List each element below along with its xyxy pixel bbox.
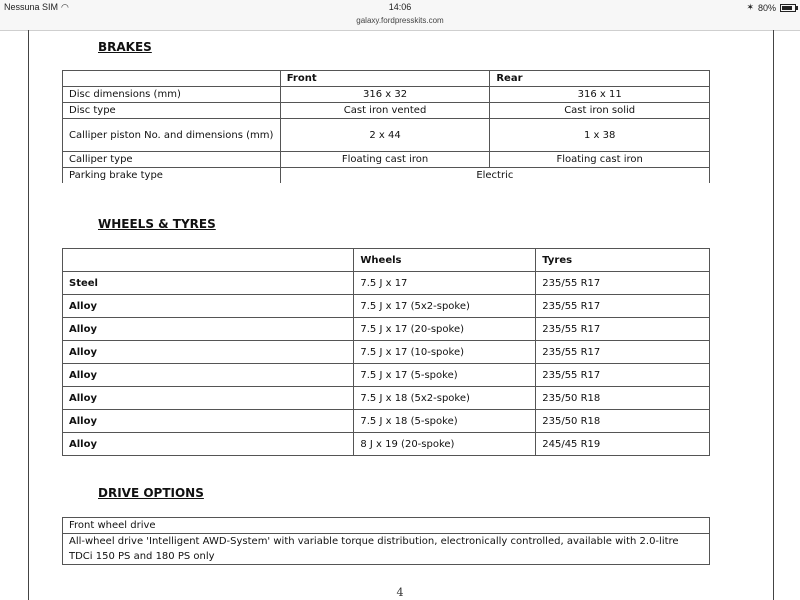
wheel-size: 7.5 J x 18 (5x2-spoke) — [354, 387, 536, 410]
rear-value: Floating cast iron — [490, 152, 710, 168]
table-row — [63, 410, 710, 433]
brakes-header-front: Front — [280, 71, 490, 87]
tyre-size: 245/45 R19 — [536, 433, 710, 456]
table-row — [63, 341, 710, 364]
wheel-type: Alloy — [63, 433, 354, 456]
rear-value: 316 x 11 — [490, 87, 710, 103]
wheel-type: Alloy — [63, 387, 354, 410]
table-row — [63, 534, 710, 565]
wheel-size: 7.5 J x 17 (20-spoke) — [354, 318, 536, 341]
drive-option: All-wheel drive 'Intelligent AWD-System' with variable torque distribution, electronically controlled, available with 2.0-litre TDCi 150 PS and 180 PS only — [63, 534, 710, 565]
system-indicators — [746, 2, 796, 13]
battery-percent: 80% — [757, 2, 776, 13]
wheel-type: Alloy — [63, 318, 354, 341]
parking-brake-value: Electric — [280, 168, 709, 184]
wheels-header-wheels: Wheels — [354, 249, 536, 272]
bluetooth-icon: ✶ — [746, 2, 754, 12]
tyre-size: 235/55 R17 — [536, 318, 710, 341]
front-value: Floating cast iron — [280, 152, 490, 168]
row-label: Parking brake type — [63, 168, 281, 184]
wheel-size: 8 J x 19 (20-spoke) — [354, 433, 536, 456]
brakes-header-row — [63, 71, 710, 87]
table-row — [63, 387, 710, 410]
drive-table — [62, 517, 710, 565]
wheel-type: Steel — [63, 272, 354, 295]
wheel-type: Alloy — [63, 341, 354, 364]
tyre-size: 235/55 R17 — [536, 341, 710, 364]
brakes-header-empty — [63, 71, 281, 87]
brakes-table — [62, 70, 710, 183]
drive-heading: DRIVE OPTIONS — [98, 486, 204, 500]
brakes-heading: BRAKES — [98, 40, 152, 54]
table-row — [63, 87, 710, 103]
brakes-header-rear: Rear — [490, 71, 710, 87]
carrier-label: Nessuna SIM — [4, 2, 59, 12]
table-row — [63, 152, 710, 168]
tyre-size: 235/55 R17 — [536, 295, 710, 318]
tyre-size: 235/55 R17 — [536, 364, 710, 387]
table-row — [63, 364, 710, 387]
clock: 14:06 — [388, 2, 412, 12]
wheel-type: Alloy — [63, 364, 354, 387]
table-row — [63, 518, 710, 534]
wheel-size: 7.5 J x 17 (10-spoke) — [354, 341, 536, 364]
tyre-size: 235/50 R18 — [536, 387, 710, 410]
table-row — [63, 433, 710, 456]
row-label: Calliper piston No. and dimensions (mm) — [63, 119, 281, 152]
table-row — [63, 295, 710, 318]
status-bar — [0, 0, 800, 31]
tyre-size: 235/50 R18 — [536, 410, 710, 433]
rear-value: Cast iron solid — [490, 103, 710, 119]
battery-icon — [780, 4, 796, 12]
row-label: Disc type — [63, 103, 281, 119]
front-value: 2 x 44 — [280, 119, 490, 152]
wheel-size: 7.5 J x 17 (5-spoke) — [354, 364, 536, 387]
page-edge-left — [28, 30, 29, 600]
table-row — [63, 103, 710, 119]
wheels-heading: WHEELS & TYRES — [98, 217, 216, 231]
wheels-header-tyres: Tyres — [536, 249, 710, 272]
table-row — [63, 119, 710, 152]
rear-value: 1 x 38 — [490, 119, 710, 152]
address-bar-url[interactable]: galaxy.fordpresskits.com — [356, 16, 444, 25]
wheels-header-row — [63, 249, 710, 272]
wheel-type: Alloy — [63, 295, 354, 318]
wheel-type: Alloy — [63, 410, 354, 433]
wheel-size: 7.5 J x 18 (5-spoke) — [354, 410, 536, 433]
row-label: Calliper type — [63, 152, 281, 168]
wheels-table — [62, 248, 710, 456]
page-number: 4 — [396, 586, 404, 599]
wheel-size: 7.5 J x 17 — [354, 272, 536, 295]
table-row — [63, 272, 710, 295]
row-label: Disc dimensions (mm) — [63, 87, 281, 103]
page-edge-right — [773, 30, 774, 600]
wifi-icon: ◠ — [61, 2, 69, 12]
wheel-size: 7.5 J x 17 (5x2-spoke) — [354, 295, 536, 318]
battery-fill — [782, 6, 792, 10]
wheels-header-empty — [63, 249, 354, 272]
drive-option: Front wheel drive — [63, 518, 710, 534]
table-row — [63, 318, 710, 341]
front-value: Cast iron vented — [280, 103, 490, 119]
tyre-size: 235/55 R17 — [536, 272, 710, 295]
table-row — [63, 168, 710, 184]
front-value: 316 x 32 — [280, 87, 490, 103]
